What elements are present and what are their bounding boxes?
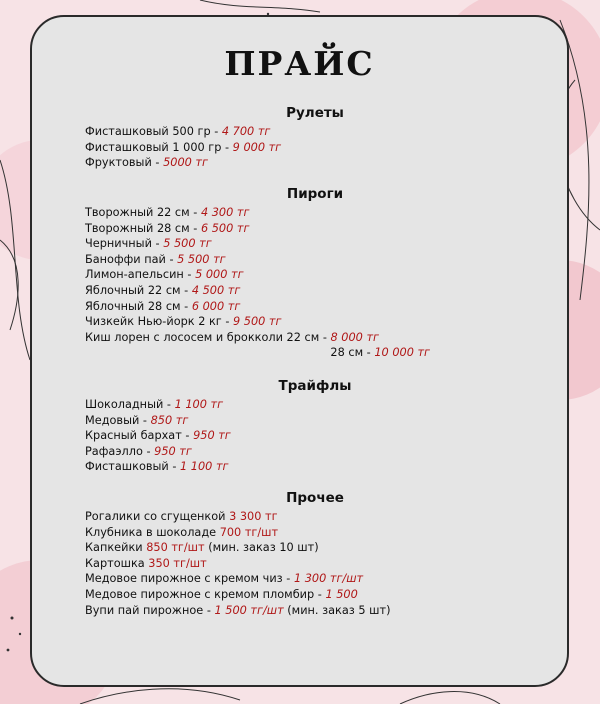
section-heading: Рулеты: [286, 105, 344, 121]
list-item: Творожный 28 см - 6 500 тг: [85, 221, 250, 235]
list-item: Баноффи пай - 5 500 тг: [85, 252, 226, 266]
list-item: Черничный - 5 500 тг: [85, 237, 212, 251]
list-item: Клубника в шоколаде 700 тг/шт: [85, 525, 279, 539]
list-item: Фруктовый - 5000 тг: [85, 156, 208, 170]
section-pies: [85, 186, 515, 361]
list-item: 28 см - 10 000 тг: [330, 346, 430, 360]
section-other: [85, 490, 515, 618]
list-item: Картошка 350 тг/шт: [85, 556, 207, 570]
list-item: Фисташковый - 1 100 тг: [85, 460, 229, 474]
list-item: Рогалики со сгущенкой 3 300 тг: [85, 510, 278, 523]
list-item: Киш лорен с лососем и брокколи 22 см - 8 000 тг: [85, 330, 379, 344]
section-heading: Трайфлы: [278, 378, 352, 394]
list-item: Медовое пирожное с кремом пломбир - 1 500: [85, 587, 358, 601]
list-item: Шоколадный - 1 100 тг: [85, 398, 224, 411]
list-item: Капкейки 850 тг/шт (мин. заказ 10 шт): [85, 541, 319, 555]
list-item: Творожный 22 см - 4 300 тг: [85, 206, 250, 219]
section-heading: Пироги: [286, 186, 344, 202]
list-item: Яблочный 22 см - 4 500 тг: [85, 283, 241, 297]
page-title: ПРАЙС: [224, 44, 375, 83]
section-heading: Прочее: [286, 490, 344, 506]
list-item: Яблочный 28 см - 6 000 тг: [85, 299, 241, 313]
list-item: Чизкейк Нью-йорк 2 кг - 9 500 тг: [85, 315, 282, 329]
list-item: Вупи пай пирожное - 1 500 тг/шт (мин. заказ 5 шт): [85, 603, 391, 617]
list-item: Медовый - 850 тг: [85, 413, 189, 427]
list-item: Фисташковый 1 000 гр - 9 000 тг: [85, 140, 282, 154]
list-item: Фисташковый 500 гр - 4 700 тг: [85, 125, 271, 138]
list-item: Красный бархат - 950 тг: [85, 429, 231, 443]
list-item: Медовое пирожное с кремом чиз - 1 300 тг/шт: [85, 572, 364, 586]
list-item: Лимон-апельсин - 5 000 тг: [85, 268, 244, 282]
section-rolls: [85, 105, 515, 171]
list-item: Рафаэлло - 950 тг: [85, 444, 192, 458]
section-trifles: [85, 378, 515, 475]
